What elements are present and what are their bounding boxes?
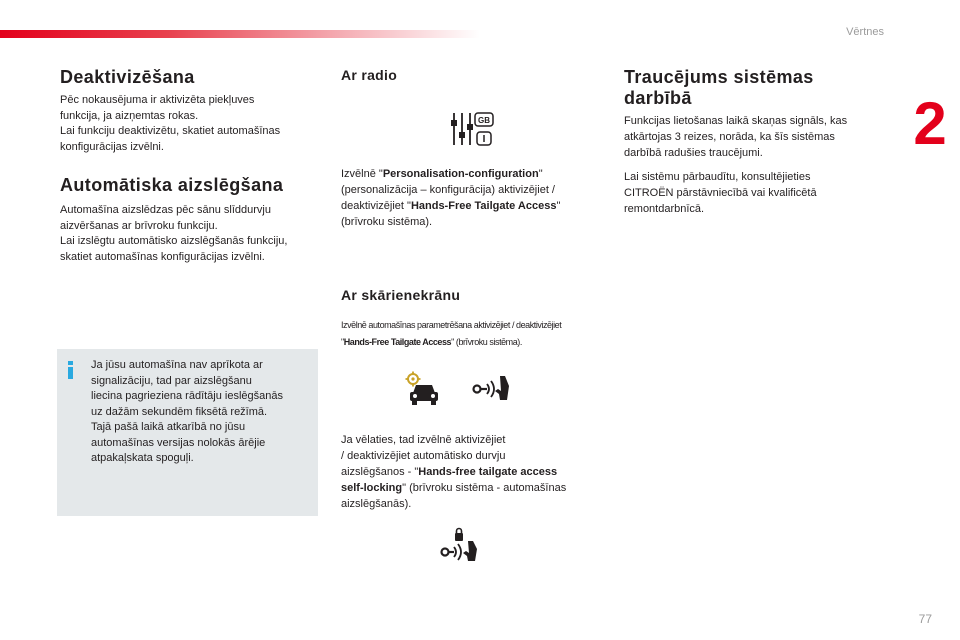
radio-line: Izvēlnē "Personalisation-configuration" xyxy=(341,168,543,180)
auto-lock-line: / deaktivizējiet automātisko durvju xyxy=(341,450,506,462)
auto-lock-line: Ja vēlaties, tad izvēlnē aktivizējiet xyxy=(341,434,506,446)
section-heading-auto-lock: Automātiska aizslēgšana xyxy=(60,175,284,195)
header-accent-bar xyxy=(0,30,480,38)
section-heading-radio: Ar radio xyxy=(341,67,398,83)
section-title: Vērtnes xyxy=(846,26,884,38)
info-line: signalizāciju, tad par aizslēgšanu xyxy=(91,374,252,387)
section-heading-deactivation: Deaktivizēšana xyxy=(60,67,195,87)
paragraph-line: Lai sistēmu pārbaudītu, konsultējieties xyxy=(624,171,811,183)
paragraph-line: konfigurācijas izvēlni. xyxy=(60,140,164,153)
paragraph-line: funkcija, ja aizņemtas rokas. xyxy=(60,109,199,122)
tailgate-lock-icon xyxy=(440,527,480,565)
paragraph-line: CITROËN pārstāvniecībā vai kvalificētā xyxy=(624,187,817,199)
info-line: liecina pagrieziena rādītāju ieslēgšanās xyxy=(91,390,284,402)
radio-line: (brīvroku sistēma). xyxy=(341,216,433,228)
info-box xyxy=(57,349,318,516)
settings-sliders-gb-icon xyxy=(449,111,495,149)
auto-lock-line: aizslēgšanās). xyxy=(341,498,412,510)
page-number: 77 xyxy=(918,612,932,626)
paragraph-line: Automašīna aizslēdzas pēc sānu slīddurvju xyxy=(60,204,271,216)
auto-lock-line: aizslēgšanos - "Hands-free tailgate access xyxy=(341,466,558,478)
auto-lock-line: self-locking" (brīvroku sistēma - automašīnas xyxy=(341,482,567,494)
section-heading-malfunction-l2: darbībā xyxy=(624,88,692,108)
section-heading-malfunction: Traucējums sistēmas xyxy=(624,67,814,87)
info-line: Tajā pašā laikā atkarībā no jūsu xyxy=(91,421,246,433)
touchscreen-line: "Hands-Free Tailgate Access" (brīvroku sistēma). xyxy=(341,337,522,347)
chapter-number: 2 xyxy=(913,90,947,157)
info-icon xyxy=(68,361,76,379)
info-line: atpakaļskata spoguļi. xyxy=(91,452,194,464)
paragraph-line: skatiet automašīnas konfigurācijas izvēlni. xyxy=(60,250,265,263)
paragraph-line: atkārtojas 3 reizes, norāda, ka šīs sistēmas xyxy=(624,131,835,143)
radio-line: deaktivizējiet "Hands-Free Tailgate Access" xyxy=(341,200,561,212)
paragraph-line: Pēc nokausējuma ir aktivizēta piekļuves xyxy=(60,94,255,106)
section-heading-touchscreen: Ar skārienekrānu xyxy=(341,287,461,303)
touchscreen-line: Izvēlnē automašīnas parametrēšana aktivizējiet / deaktivizējiet xyxy=(341,320,562,330)
info-line: uz dažām sekundēm fiksētā režīmā. xyxy=(91,405,268,418)
paragraph-line: Lai izslēgtu automātisko aizslēgšanās funkciju, xyxy=(60,235,288,247)
info-line: Ja jūsu automašīna nav aprīkota ar xyxy=(91,359,263,371)
info-line: automašīnas versijas nolokās ārējie xyxy=(91,436,266,449)
paragraph-line: darbībā radušies traucējumi. xyxy=(624,147,763,159)
gb-label: GB xyxy=(478,116,490,125)
car-settings-icon xyxy=(404,371,442,407)
radio-line: (personalizācija – konfigurācija) aktivizējiet / xyxy=(341,184,555,196)
paragraph-line: Funkcijas lietošanas laikā skaņas signāls, kas xyxy=(624,115,848,127)
paragraph-line: remontdarbnīcā. xyxy=(624,203,705,215)
paragraph-line: aizvēršanas ar brīvroku funkciju. xyxy=(60,219,218,232)
hands-free-tailgate-icon xyxy=(472,372,512,404)
paragraph-line: Lai funkciju deaktivizētu, skatiet automašīnas xyxy=(60,125,281,137)
